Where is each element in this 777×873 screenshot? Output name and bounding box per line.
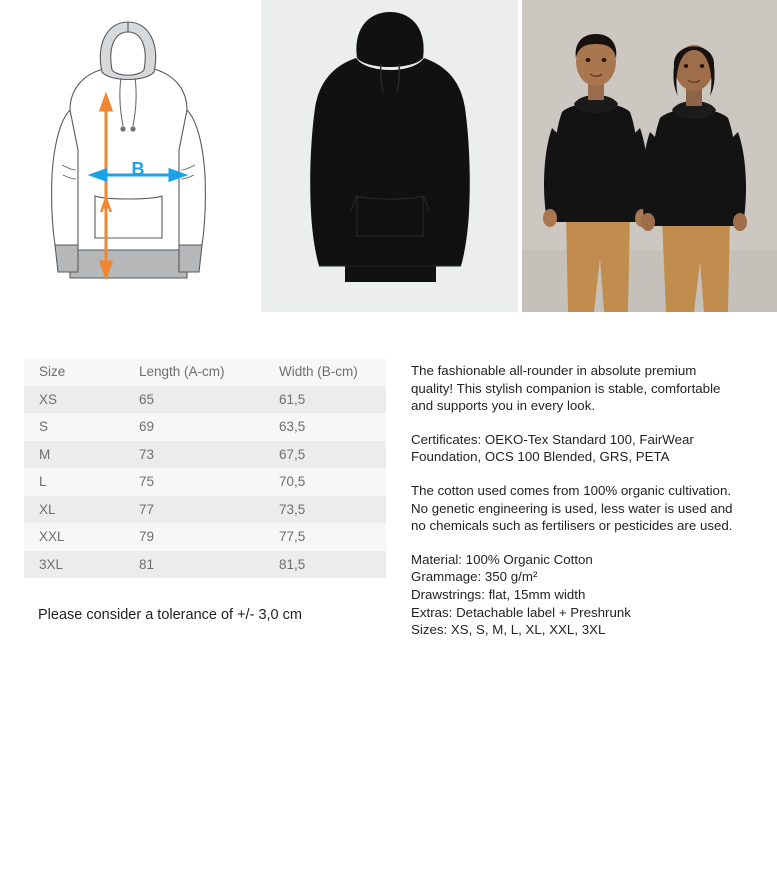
cell-length: 77	[139, 501, 155, 517]
cell-length: 65	[139, 391, 155, 407]
table-row	[24, 386, 386, 414]
table-row	[24, 413, 386, 441]
hoodie-technical-drawing-icon	[0, 0, 257, 312]
table-row	[24, 468, 386, 496]
measurement-b-label: B	[131, 159, 145, 179]
cell-width: 70,5	[279, 474, 306, 490]
lifestyle-photo-panel	[522, 0, 777, 312]
table-row	[24, 551, 386, 579]
spec-material: Material: 100% Organic Cotton	[411, 551, 593, 567]
product-description	[411, 362, 741, 639]
spec-extras: Extras: Detachable label + Preshrunk	[411, 604, 631, 620]
spec-sizes: Sizes: XS, S, M, L, XL, XXL, 3XL	[411, 622, 606, 638]
cell-size: XXL	[39, 529, 65, 545]
cell-width: 73,5	[279, 501, 306, 517]
product-image-strip	[0, 0, 777, 312]
description-cotton: The cotton used comes from 100% organic cultivation. No genetic engineering is used, less water is used and no chemicals such as fertilisers or pesticides are used.	[411, 482, 733, 534]
description-intro: The fashionable all-rounder in absolute premium quality! This stylish companion is stable, comfortable and supports you in every look.	[411, 363, 721, 414]
cell-size: 3XL	[39, 556, 64, 572]
cell-size: L	[39, 474, 47, 490]
spec-grammage: Grammage: 350 g/m²	[411, 569, 538, 585]
table-header-row	[24, 358, 386, 386]
table-row	[24, 496, 386, 524]
black-hoodie-flat-icon	[261, 0, 518, 312]
cell-width: 77,5	[279, 529, 306, 545]
spec-drawstrings: Drawstrings: flat, 15mm width	[411, 586, 586, 602]
table-row	[24, 523, 386, 551]
column-header-width: Width (B-cm)	[279, 364, 358, 380]
column-header-length: Length (A-cm)	[139, 364, 225, 380]
cell-length: 75	[139, 474, 155, 490]
cell-length: 69	[139, 419, 155, 435]
cell-size: M	[39, 446, 51, 462]
cell-width: 81,5	[279, 556, 306, 572]
models-wearing-hoodie-photo	[522, 0, 777, 312]
size-chart-table	[24, 358, 386, 578]
cell-length: 73	[139, 446, 155, 462]
size-chart-body	[24, 386, 386, 579]
cell-length: 81	[139, 556, 155, 572]
cell-width: 67,5	[279, 446, 306, 462]
cell-width: 61,5	[279, 391, 306, 407]
cell-size: XL	[39, 501, 56, 517]
measurement-a-label: A	[99, 196, 113, 216]
description-certificates: Certificates: OEKO-Tex Standard 100, FairWear Foundation, OCS 100 Blended, GRS, PETA	[411, 431, 694, 465]
cell-width: 63,5	[279, 419, 306, 435]
cell-size: S	[39, 419, 49, 435]
column-header-size: Size	[39, 364, 66, 380]
technical-drawing-panel	[0, 0, 257, 312]
table-row	[24, 441, 386, 469]
size-chart-header	[24, 358, 386, 386]
cell-length: 79	[139, 529, 155, 545]
flat-product-panel	[261, 0, 518, 312]
tolerance-note: Please consider a tolerance of +/- 3,0 cm	[38, 607, 302, 623]
cell-size: XS	[39, 391, 58, 407]
